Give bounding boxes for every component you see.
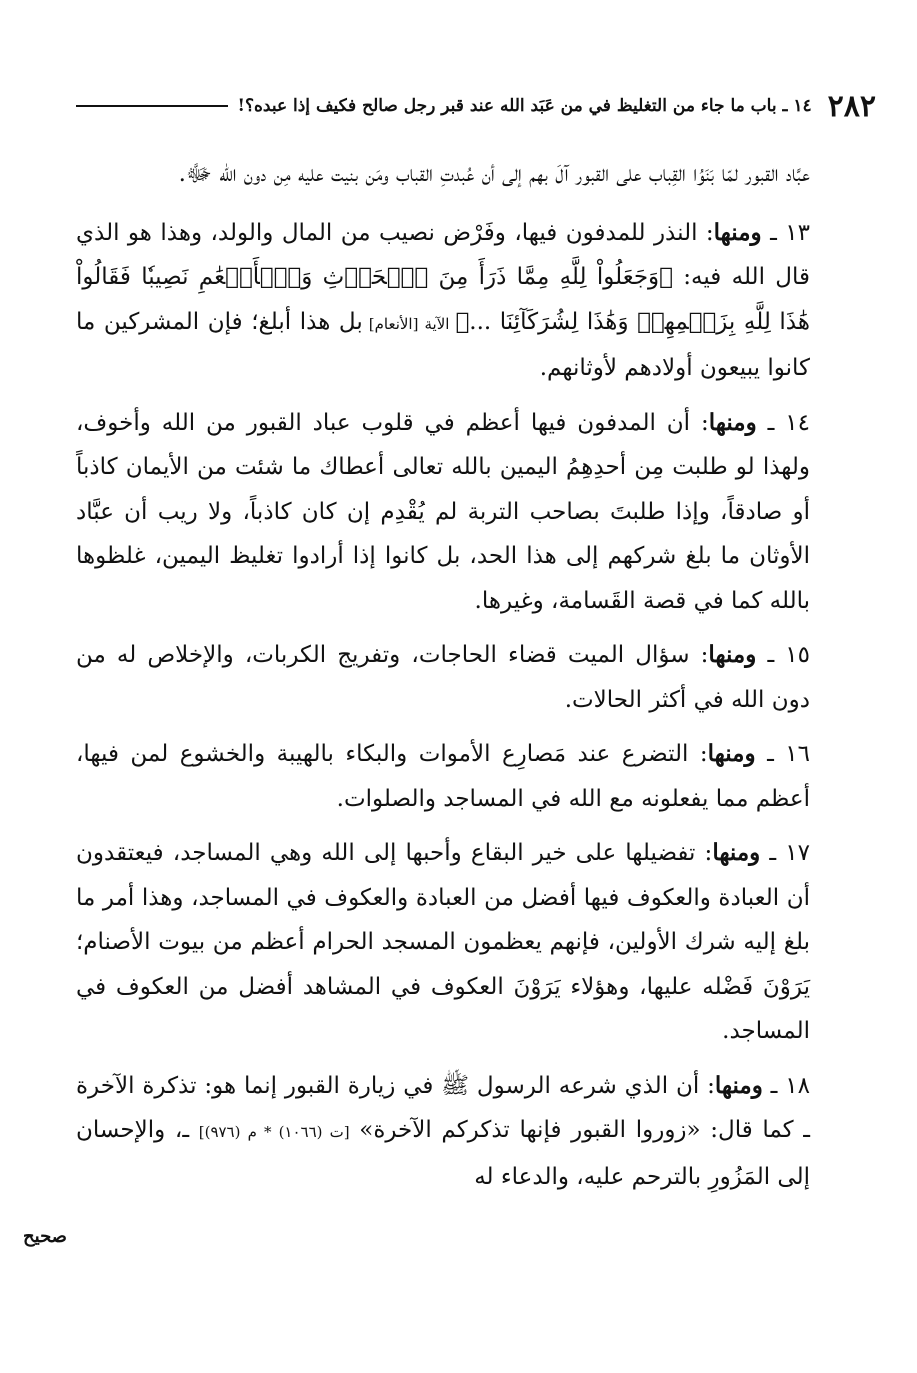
- quran-verse: ﴿وَجَعَلُواْ لِلَّهِ مِمَّا ذَرَأَ مِنَ ٱلۡحَرۡثِ وَٱلۡأَنۡعَٰمِ نَصِيبٗا فَقَالُواْ هَٰذَا لِلَّهِ بِزَعۡمِهِمۡ وَهَٰذَا لِشُرَكَآئِنَا ...﴾: [76, 264, 810, 335]
- keyword: ومنها: [713, 218, 762, 246]
- keyword: ومنها: [707, 740, 756, 767]
- item-number: ١٨ ـ: [770, 1072, 810, 1099]
- running-title: ١٤ ـ باب ما جاء من التغليظ في من عَبَد الله عند قبر رجل صالح فكيف إذا عبده؟!: [237, 96, 812, 116]
- hadith-reference: [ت (١٠٦٦) * م (٩٧٦)]: [198, 1123, 350, 1141]
- header-rule: [76, 105, 228, 107]
- paragraph-text: : أن الذي شرعه الرسول ﷺ في زيارة القبور إنما هو: تذكرة الآخرة ـ كما قال: «زوروا القبور فإنها تذكركم الآخرة»: [76, 1072, 811, 1143]
- paragraph-text: : النذر للمدفون فيها، وفَرْض نصيب من المال والولد، وهذا هو الذي قال الله فيه:: [76, 219, 810, 290]
- item-number: ١٧ ـ: [769, 840, 810, 866]
- item-number: ١٦ ـ: [767, 741, 810, 767]
- paragraph-16: [76, 732, 810, 821]
- keyword: ومنها: [708, 408, 757, 436]
- paragraph-text-continued: ـ، والإحسان إلى المَزُورِ بالترحم عليه، والدعاء له: [76, 1117, 810, 1190]
- margin-grading-note: صحيح: [23, 1226, 67, 1247]
- paragraph-text-continued: بل هذا أبلغ؛ فإن المشركين ما كانوا يبيعون أولادهم لأوثانهم.: [76, 308, 810, 381]
- keyword: ومنها: [708, 641, 757, 668]
- page-number: ٢٨٢: [827, 88, 876, 124]
- paragraph-18: [76, 1064, 810, 1200]
- verse-reference: الآية [الأنعام]: [362, 314, 456, 333]
- paragraph-14: [76, 401, 810, 624]
- paragraph-15: [76, 633, 810, 722]
- paragraph-text: : التضرع عند مَصارِع الأموات والبكاء بالهيبة والخشوع لمن فيها، أعظم مما يفعلونه مع الله في المساجد والصلوات.: [76, 741, 810, 812]
- keyword: ومنها: [712, 839, 761, 866]
- paragraph-text: : تفضيلها على خير البقاع وأحبها إلى الله وهي المساجد، فيعتقدون أن العبادة والعكوف فيها أفضل من العبادة والعكوف في المساجد، وهذا أمر ما بلغ إليه شرك الأولين، فإنهم يعظمون المسجد الحرام أعظم من بيوت الأصنام؛ يَرَوْنَ فَضْله عليها، وهؤلاء يَرَوْنَ العكوف في المشاهد أفضل من العكوف في المساجد.: [76, 840, 810, 1044]
- paragraph-13: [76, 211, 810, 391]
- item-number: ١٤ ـ: [767, 409, 810, 436]
- paragraph-17: [76, 831, 810, 1054]
- paragraph-text: : أن المدفون فيها أعظم في قلوب عباد القبور من الله وأخوف، ولهذا لو طلبت مِن أحدِهِمُ اليمين بالله تعالى أعطاك ما شئت من الأيمان كاذباً أو صادقاً، وإذا طلبتَ بصاحب التربة لم يُقْدِم إن كان كاذباً، ولا ريب أن عبَّاد الأوثان ما بلغ شركهم إلى هذا الحد، بل كانوا إذا أرادوا تغليظ اليمين، غلظوها بالله كما في قصة القَسامة، وغيرها.: [76, 409, 810, 614]
- body-text: [76, 152, 810, 1209]
- item-number: ١٥ ـ: [767, 642, 810, 668]
- paragraph-text: : سؤال الميت قضاء الحاجات، وتفريج الكربات، والإخلاص له من دون الله في أكثر الحالات.: [76, 642, 810, 713]
- page-header: [76, 86, 876, 126]
- paragraph-intro: عبَّاد القبور لمّا بَنَوُا القِباب على القبور آلَ بهم إلى أن عُبدتِ القباب ومَن بنيت عليه مِن دون الله ﷻ.: [178, 161, 810, 187]
- keyword: ومنها: [714, 1071, 763, 1099]
- item-number: ١٣ ـ: [770, 219, 810, 246]
